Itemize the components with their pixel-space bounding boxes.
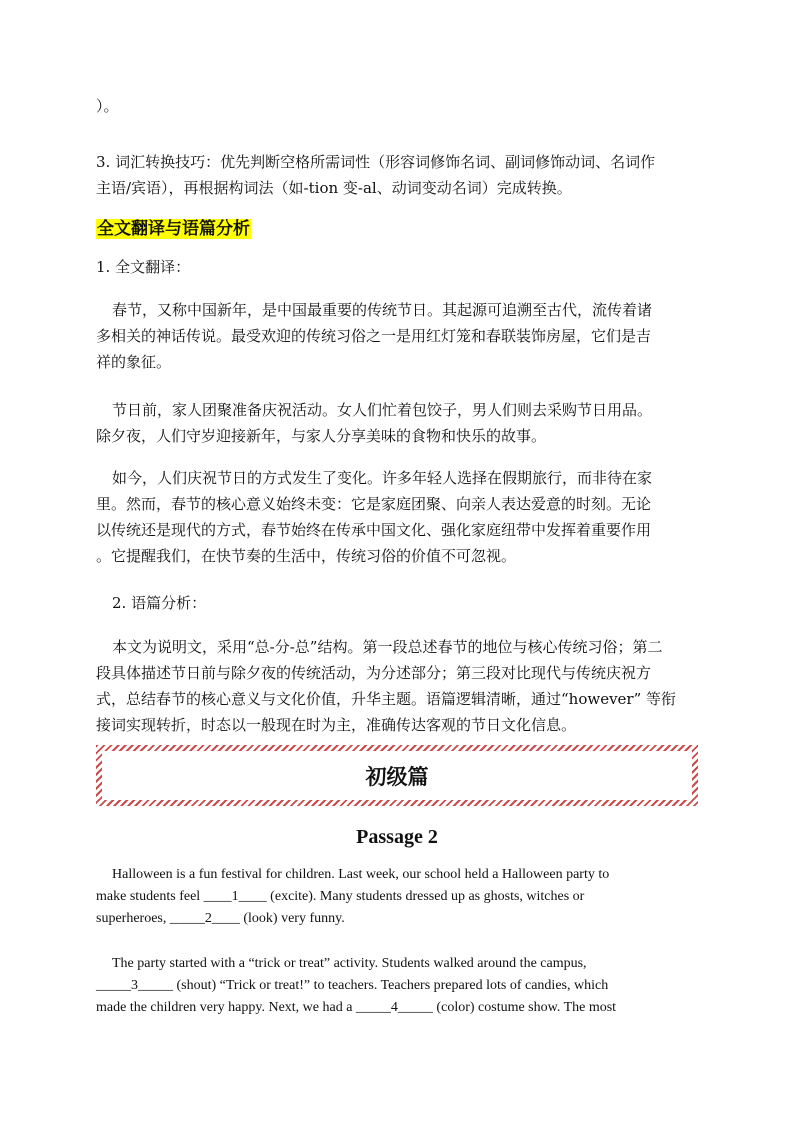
level-banner-inner <box>102 751 692 800</box>
analysis-line1: 本文为说明文，采用“总-分-总”结构。第一段总述春节的地位与核心传统习俗；第二 <box>112 638 663 656</box>
analysis-line3: 式，总结春节的核心意义与文化价值，升华主题。语篇逻辑清晰，通过“however” 等衔 <box>96 690 677 708</box>
translation-para3-line1: 如今，人们庆祝节日的方式发生了变化。许多年轻人选择在假期旅行，而非待在家 <box>112 469 653 487</box>
tip3-line2: 主语/宾语），再根据构词法（如-tion 变-al、动词变动名词）完成转换。 <box>96 179 572 197</box>
passage-para1-line2: make students feel ____1____ (excite). Many students dressed up as ghosts, witches or <box>96 889 585 904</box>
analysis-line4: 接词实现转折，时态以一般现在时为主，准确传达客观的节日文化信息。 <box>96 716 577 734</box>
level-banner-title: 初级篇 <box>365 764 429 789</box>
passage-title: Passage 2 <box>356 826 438 848</box>
translation-para1-line1: 春节，又称中国新年，是中国最重要的传统节日。其起源可追溯至古代，流传着诸 <box>112 301 653 319</box>
translation-para1-line2: 多相关的神话传说。最受欢迎的传统习俗之一是用红灯笼和春联装饰房屋，它们是吉 <box>96 327 652 345</box>
translation-para3-line3: 以传统还是现代的方式，春节始终在传承中国文化、强化家庭纽带中发挥着重要作用 <box>96 521 652 539</box>
level-banner <box>96 745 698 806</box>
passage-para2-line1: The party started with a “trick or treat” activity. Students walked around the campus, <box>112 956 587 971</box>
analysis-label: 2. 语篇分析： <box>112 594 207 612</box>
passage-para2-line2: _____3_____ (shout) “Trick or treat!” to teachers. Teachers prepared lots of candies, which <box>96 978 609 993</box>
translation-para3-line4: 。它提醒我们，在快节奏的生活中，传统习俗的价值不可忽视。 <box>96 547 517 565</box>
section-heading <box>96 215 698 243</box>
translation-para2-line1: 节日前，家人团聚准备庆祝活动。女人们忙着包饺子，男人们则去采购节日用品。 <box>112 401 653 419</box>
tip3-line1: 3. 词汇转换技巧：优先判断空格所需词性（形容词修饰名词、副词修饰动词、名词作 <box>96 153 656 171</box>
analysis-line2: 段具体描述节日前与除夕夜的传统活动，为分述部分；第三段对比现代与传统庆祝方 <box>96 664 652 682</box>
passage-para1-line1: Halloween is a fun festival for children. Last week, our school held a Halloween party to <box>112 867 610 882</box>
translation-para1-line3: 祥的象征。 <box>96 353 172 371</box>
passage-para1-line3: superheroes, _____2____ (look) very funny. <box>96 911 345 926</box>
passage-para2-line3: made the children very happy. Next, we had a _____4_____ (color) costume show. The most <box>96 1000 617 1015</box>
translation-para2-line2: 除夕夜，人们守岁迎接新年，与家人分享美味的食物和快乐的故事。 <box>96 427 547 445</box>
translation-label: 1. 全文翻译： <box>96 258 191 276</box>
translation-para3-line2: 里。然而，春节的核心意义始终未变：它是家庭团聚、向亲人表达爱意的时刻。无论 <box>96 495 652 513</box>
top-fragment: ）。 <box>96 97 119 115</box>
section-heading-text: 全文翻译与语篇分析 <box>97 219 250 239</box>
